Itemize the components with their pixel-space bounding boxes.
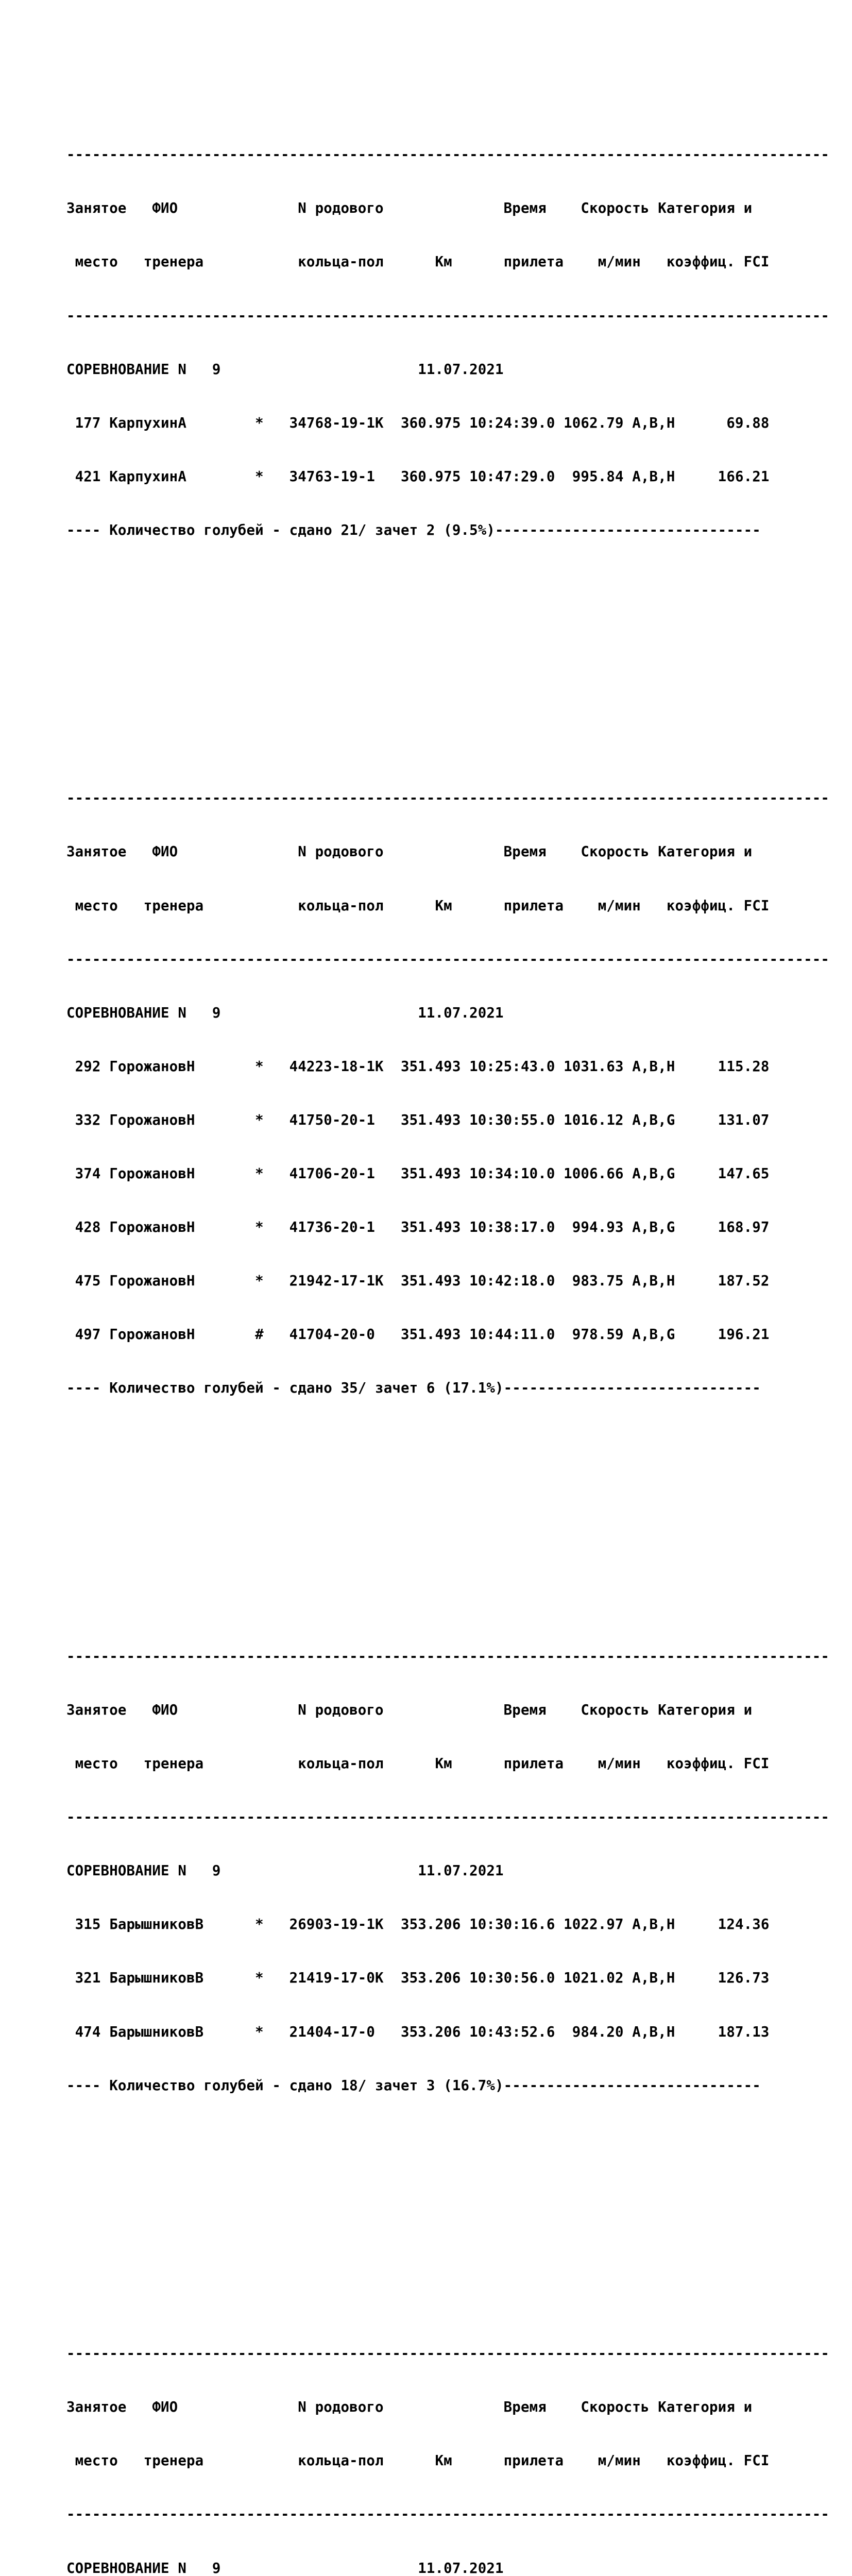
blank-line	[66, 575, 829, 594]
result-row: 321 БарышниковВ * 21419-17-0К 353.206 10:30:56.0 1021.02 A,B,H 126.73	[66, 1970, 770, 1987]
result-row: 428 ГорожановН * 41736-20-1 351.493 10:38:17.0 994.93 A,B,G 168.97	[66, 1219, 770, 1236]
result-section	[66, 2310, 829, 2576]
competition-line: СОРЕВНОВАНИЕ N 9 11.07.2021	[66, 1863, 504, 1879]
blank-line	[66, 2131, 829, 2149]
result-row: 292 ГорожановН * 44223-18-1К 351.493 10:25:43.0 1031.63 A,B,H 115.28	[66, 1058, 770, 1075]
result-row: 332 ГорожановН * 41750-20-1 351.493 10:30:55.0 1016.12 A,B,G 131.07	[66, 1112, 770, 1128]
summary-line: ---- Количество голубей - сдано 35/ зачет 6 (17.1%)------------------------------	[66, 1380, 761, 1397]
result-section	[66, 111, 829, 683]
column-header-line-2: место тренера кольца-пол Км прилета м/мин коэффиц. FCI	[66, 1756, 770, 1772]
column-header-line-2: место тренера кольца-пол Км прилета м/мин коэффиц. FCI	[66, 897, 770, 914]
separator-line: -----------------------------------------------------------------------------------------	[66, 1648, 830, 1665]
blank-line	[66, 1487, 829, 1505]
separator-line: -----------------------------------------------------------------------------------------	[66, 308, 830, 324]
competition-line: СОРЕВНОВАНИЕ N 9 11.07.2021	[66, 361, 504, 378]
column-header-line-1: Занятое ФИО N родового Время Скорость Категория и	[66, 1702, 753, 1718]
result-row: 177 КарпухинА * 34768-19-1К 360.975 10:24:39.0 1062.79 A,B,H 69.88	[66, 415, 770, 431]
result-row: 497 ГорожановН # 41704-20-0 351.493 10:44:11.0 978.59 A,B,G 196.21	[66, 1327, 770, 1343]
competition-line: СОРЕВНОВАНИЕ N 9 11.07.2021	[66, 1005, 504, 1021]
column-header-line-2: место тренера кольца-пол Км прилета м/мин коэффиц. FCI	[66, 254, 770, 270]
result-row: 474 БарышниковВ * 21404-17-0 353.206 10:43:52.6 984.20 A,B,H 187.13	[66, 2024, 770, 2040]
race-results-report	[66, 39, 829, 2576]
separator-line: -----------------------------------------------------------------------------------------	[66, 951, 830, 968]
blank-line	[66, 2184, 829, 2202]
blank-line	[66, 629, 829, 647]
result-row: 475 ГорожановН * 21942-17-1К 351.493 10:42:18.0 983.75 A,B,H 187.52	[66, 1273, 770, 1290]
separator-line: -----------------------------------------------------------------------------------------	[66, 2506, 830, 2523]
result-section	[66, 1613, 829, 2238]
separator-line: -----------------------------------------------------------------------------------------	[66, 2346, 830, 2362]
blank-line	[66, 1434, 829, 1452]
column-header-line-1: Занятое ФИО N родового Время Скорость Категория и	[66, 2399, 753, 2416]
result-row: 315 БарышниковВ * 26903-19-1К 353.206 10:30:16.6 1022.97 A,B,H 124.36	[66, 1917, 770, 1933]
separator-line: -----------------------------------------------------------------------------------------	[66, 147, 830, 163]
competition-line: СОРЕВНОВАНИЕ N 9 11.07.2021	[66, 2560, 504, 2576]
column-header-line-2: место тренера кольца-пол Км прилета м/мин коэффиц. FCI	[66, 2453, 770, 2469]
separator-line: -----------------------------------------------------------------------------------------	[66, 1809, 830, 1826]
separator-line: -----------------------------------------------------------------------------------------	[66, 790, 830, 807]
result-section	[66, 754, 829, 1541]
column-header-line-1: Занятое ФИО N родового Время Скорость Категория и	[66, 200, 753, 217]
result-row: 421 КарпухинА * 34763-19-1 360.975 10:47:29.0 995.84 A,B,H 166.21	[66, 468, 770, 485]
result-row: 374 ГорожановН * 41706-20-1 351.493 10:34:10.0 1006.66 A,B,G 147.65	[66, 1166, 770, 1182]
column-header-line-1: Занятое ФИО N родового Время Скорость Категория и	[66, 844, 753, 860]
summary-line: ---- Количество голубей - сдано 21/ зачет 2 (9.5%)-------------------------------	[66, 522, 761, 538]
summary-line: ---- Количество голубей - сдано 18/ зачет 3 (16.7%)------------------------------	[66, 2077, 761, 2094]
